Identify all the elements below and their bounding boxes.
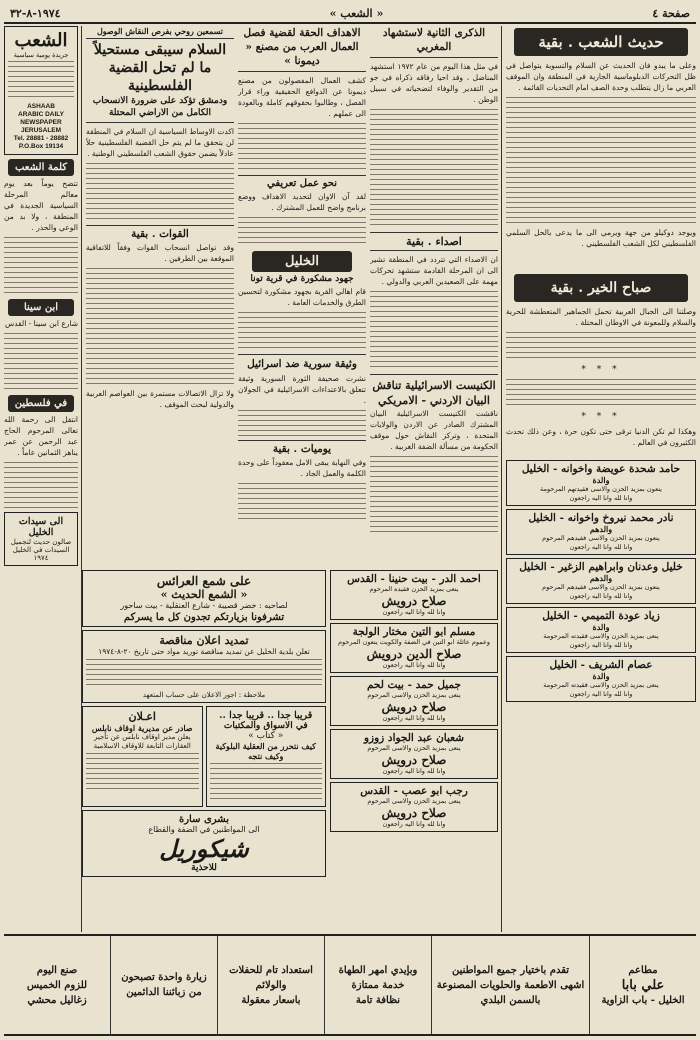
obituary-card: شعبان عبد الجواد زوزو ينعى بمزيد الحزن والاسى المرحوم صلاح درويش وانا لله وانا اليه راجعون bbox=[330, 729, 498, 779]
hebron-body: قام اهالي القرية بجهود مشكورة لتحسين الطرق والخدمات العامة . bbox=[238, 286, 366, 352]
restaurant-ad-footer bbox=[4, 934, 696, 1036]
masthead-tagline: جريدة يومية سياسية bbox=[13, 51, 69, 59]
text-lines bbox=[370, 291, 498, 371]
text-lines bbox=[4, 462, 78, 512]
obituary-card: احمد الدر - بيت حنينا - القدس ينعى بمزيد الحزن فقيده المرحوم صلاح درويش وانا لله وانا اليه راجعون bbox=[330, 570, 498, 620]
footer-cell: وبإيدي امهر الطهاة خدمة ممتازة نظافة تامة bbox=[324, 936, 431, 1034]
brand-logo: شيكوريل bbox=[159, 834, 249, 863]
page-number: صفحة ٤ bbox=[652, 6, 690, 20]
section-word-title: كلمة الشعب bbox=[8, 159, 74, 176]
text-lines bbox=[238, 217, 366, 247]
page-header bbox=[4, 4, 696, 24]
echoes-title: اصداء . بقية bbox=[370, 232, 498, 251]
masthead-pobox: P.O.Box 19134 bbox=[18, 143, 64, 150]
paper-name: « الشعب » bbox=[329, 6, 384, 20]
knesset-body: ناقشت الكنيست الاسرائيلية البيان المشترك الصادر عن الاردن والولايات المتحدة ، وتركز النقاش حول موقف الحكومة من مسألة الضفة الغربية . bbox=[370, 408, 498, 536]
section-ibn-sina-title: ابن سينا bbox=[8, 299, 74, 316]
books-ad: قريبا جدا .. قريبا جدا .. في الاسواق والمكتبات « كتاب » كيف نتحرر من العقلية البلوكية وكيف نتجه bbox=[206, 706, 327, 807]
text-lines bbox=[506, 379, 696, 409]
diary-title: يوميات . بقية bbox=[238, 440, 366, 455]
text-lines bbox=[370, 456, 498, 536]
work-body: لقد آن الاوان لتحديد الاهداف ووضع برنامج واضح للعمل المشترك . bbox=[238, 191, 366, 247]
text-lines bbox=[238, 312, 366, 352]
footer-cell: صنع اليوم للزوم الخميس زغاليل محشي bbox=[26, 964, 88, 1006]
lead-body: اكدت الاوساط السياسية ان السلام في المنطقة لن يتحقق ما لم يتم حل القضية الفلسطينية حلاً عادلاً يضمن حقوق الشعب الفلسطيني الوطنية . bbox=[86, 126, 234, 223]
awqaf-notice: اعـلان صادر عن مديرية اوقاف نابلس يعلن مدير اوقاف نابلس عن تأجير العقارات التابعة للاوقاف الاسلامية bbox=[82, 706, 203, 807]
text-lines bbox=[8, 61, 74, 101]
shoe-ad: بشرى سارة الى المواطنين في الضفة والقطاع شيكوريل للاحذية bbox=[82, 810, 326, 877]
obituary-card: رجب ابو عصب - القدس ينعى بمزيد الحزن والاسى المرحوم صلاح درويش وانا لله وانا اليه راجعون bbox=[330, 782, 498, 832]
footer-cell: استعداد تام للحفلات والولائم باسعار معقولة bbox=[217, 936, 324, 1034]
syria-title: وثيقة سورية ضد اسرائيل bbox=[238, 354, 366, 371]
masthead-title: الشعب bbox=[14, 30, 68, 51]
column-lead bbox=[86, 26, 234, 566]
footer-cell: زيارة واحدة تصبحون من زبائننا الدائمين bbox=[110, 936, 217, 1034]
footer-cell: مطاعم علي بابا الخليل - باب الزاوية bbox=[589, 936, 696, 1034]
editorial-body: وعلى ما يبدو فان الحديث عن السلام والتسوية يتواصل في ظل التحركات الدبلوماسية الجارية في المنطقة وان الموقف العربي ما زال يتطلب وحدة الصف امام التحديات القائمة . ويوجد دوكيلو من جهة ويرمي الى ما يدعى بالحل السلمي الفلسطيني لكل الشعب الفلسطيني . bbox=[506, 61, 696, 248]
text-lines bbox=[210, 763, 323, 803]
text-lines bbox=[4, 333, 78, 393]
editorial-title: حديث الشعب . بقية bbox=[514, 28, 688, 56]
text-lines bbox=[4, 237, 78, 297]
obituary-card: عصام الشريف - الخليل والدة ينعى بمزيد الحزن والاسى فقيدته المرحومة وانا لله وانا اليه راجعون bbox=[506, 656, 696, 702]
obituary-card: زياد عودة التميمي - الخليل والدة ينعى بمزيد الحزن والاسى فقيدته المرحومة وانا لله وانا اليه راجعون bbox=[506, 607, 696, 653]
anniversary-title: الذكرى الثانية لاستشهاد المغربي bbox=[370, 26, 498, 58]
column-news-a bbox=[370, 26, 498, 566]
text-lines bbox=[86, 659, 322, 689]
text-lines bbox=[86, 753, 199, 793]
echoes-body: ان الاصداء التي تتردد في المنطقة تشير الى ان المرحلة القادمة ستشهد تحركات مهمة على الصعيدين العربي والدولي . bbox=[370, 254, 498, 371]
diary-body: وفي النهاية يبقى الامل معقوداً على وحدة الكلمة والعمل الجاد . bbox=[238, 457, 366, 523]
ads-row bbox=[82, 706, 326, 810]
forces-body: وقد تواصل انسحاب القوات وفقاً للاتفاقية الموقعة بين الطرفين . ولا تزال الاتصالات مستمرة بين العواصم العربية والدولية لبحث الموقف . bbox=[86, 243, 234, 409]
lead-headline: السلام سيبقى مستحيلاً ما لم تحل القضية الفلسطينية bbox=[93, 42, 227, 94]
text-lines bbox=[238, 123, 366, 173]
section-palestine-title: في فلسطين bbox=[8, 395, 74, 412]
masthead-box bbox=[4, 26, 78, 155]
middle-ads bbox=[82, 570, 326, 930]
obituary-card: خليل وعدنان وابراهيم الزغير - الخليل والدهم ينعون بمزيد الحزن والاسى فقيدهم المرحوم وانا لله وانا اليه راجعون bbox=[506, 558, 696, 604]
salon-ad: الى سيدات الخليل صالون حديث لتجميل السيدات في الخليل ١٩٧٤ bbox=[4, 512, 78, 566]
obituary-list bbox=[506, 460, 696, 702]
column-rule bbox=[501, 26, 502, 932]
tender-ad: تمديد اعلان مناقصة تعلن بلدية الخليل عن تمديد مناقصة توريد مواد حتى تاريخ ٢٠-٨-١٩٧٤ ملاحظة : اجور الاعلان على حساب المتعهد bbox=[82, 630, 326, 703]
obituary-card: جميل حمد - بيت لحم ينعى بمزيد الحزن والاسى المرحوم صلاح درويش وانا لله وانا اليه راجعون bbox=[330, 676, 498, 726]
text-lines bbox=[238, 410, 366, 438]
obituary-card: حامد شحدة عويضة واخوانه - الخليل والدة ينعون بمزيد الحزن والاسى فقيدتهم المرحومة وانا لله وانا اليه راجعون bbox=[506, 460, 696, 506]
middle-obituaries bbox=[330, 570, 498, 930]
forces-title: القوات . بقية bbox=[86, 225, 234, 240]
text-lines bbox=[86, 163, 234, 223]
column-news-b bbox=[238, 26, 366, 566]
obituary-card: نادر محمد نيروخ واخوانه - الخليل والدهم ينعون بمزيد الحزن والاسى فقيدهم المرحوم وانا لله وانا اليه راجعون bbox=[506, 509, 696, 555]
text-lines bbox=[506, 332, 696, 362]
section-ibn-sina-body: شارع ابن سينا - القدس bbox=[4, 318, 78, 393]
section-word-body: تتضح يوماً بعد يوم معالم المرحلة السياسية الجديدة في المنطقة ، ولا بد من الوعي والحذر . bbox=[4, 178, 78, 297]
text-lines bbox=[238, 483, 366, 523]
masthead-english: ASHAAB ARABIC DAILY NEWSPAPER JERUSALEM Tel. 28881 - 28882 P.O.Box 19134 bbox=[8, 103, 74, 151]
syria-body: نشرت صحيفة الثورة السورية وثيقة تتعلق بالاعتداءات الاسرائيلية في الجولان . bbox=[238, 373, 366, 438]
stars-divider: * * * bbox=[581, 365, 621, 375]
anniversary-body: في مثل هذا اليوم من عام ١٩٧٢ استشهد المناضل ، وقد احيا رفاقه ذكراه في جو من التقدير والوفاء لتضحياته في سبيل الوطن . bbox=[370, 61, 498, 229]
newspaper-page bbox=[4, 4, 696, 1036]
lead-subhead: ودمشق تؤكد على ضرورة الانسحاب الكامل من الاراضي المحتلة bbox=[86, 95, 234, 123]
section-palestine-body: انتقل الى رحمة الله تعالى المرحوم الحاج عبد الرحمن عن عمر يناهز الثمانين عاماً . bbox=[4, 414, 78, 512]
masthead-tel: Tel. 28881 - 28882 bbox=[13, 135, 69, 142]
column-masthead bbox=[4, 26, 78, 932]
obituary-card: مسلم ابو التين مختار الولجة وعموم عائلة ابو التين في الضفة والكويت ينعون المرحوم صلاح الدين درويش وانا لله وانا اليه راجعون bbox=[330, 623, 498, 673]
dimona-title: الاهداف الحقة لقضية فصل العمال العرب من مصنع « ديمونا » bbox=[238, 26, 366, 72]
stars-divider: * * * bbox=[581, 412, 621, 422]
morning-body: وصلتنا الى الجبال العربية تحمل الجماهير المتعطشة للحرية والسلام وللمعونة في الاوطان المحتلة . * * * * * * وهكذا لم تكن الدنيا ترقى حتى تكون حرة ، وعن ذلك تحدث الكثيرون في العالم . bbox=[506, 307, 696, 447]
hebron-box-sub: جهود مشكورة في قرية تونا bbox=[250, 274, 354, 284]
morning-title: صباح الخير . بقية bbox=[514, 274, 688, 302]
work-title: نحو عمل تعريفي bbox=[238, 175, 366, 189]
footer-cell: تقدم باختيار جميع المواطنين اشهى الاطعمة والحلويات المصنوعة بالسمن البلدي bbox=[431, 936, 589, 1034]
text-lines bbox=[86, 268, 234, 388]
page-date: ١٩٧٤-٨-٣٢ bbox=[10, 6, 61, 20]
lead-banner: تسمعين روحي بفرص النقاش الوصول bbox=[86, 26, 234, 39]
hebron-box-title: الخليل bbox=[252, 251, 352, 272]
dimona-body: كشف العمال المفصولون من مصنع ديمونا عن الدوافع الحقيقية وراء قرار الفصل ، وطالبوا بحقوقهم كاملة وبالعودة الى عملهم . bbox=[238, 75, 366, 173]
text-lines bbox=[370, 109, 498, 229]
theatre-ad: على شمع العرائس « الشمع الحديث » لصاحبه : خضر قصيبة - شارع العنقلية - بيت ساحور تشرفونا بزيارتكم تجدون كل ما يسركم bbox=[82, 570, 326, 627]
text-lines bbox=[506, 97, 696, 227]
column-editorial bbox=[506, 26, 696, 932]
knesset-title: الكنيست الاسرائيلية تناقش البيان الاردني - الامريكي bbox=[370, 374, 498, 408]
